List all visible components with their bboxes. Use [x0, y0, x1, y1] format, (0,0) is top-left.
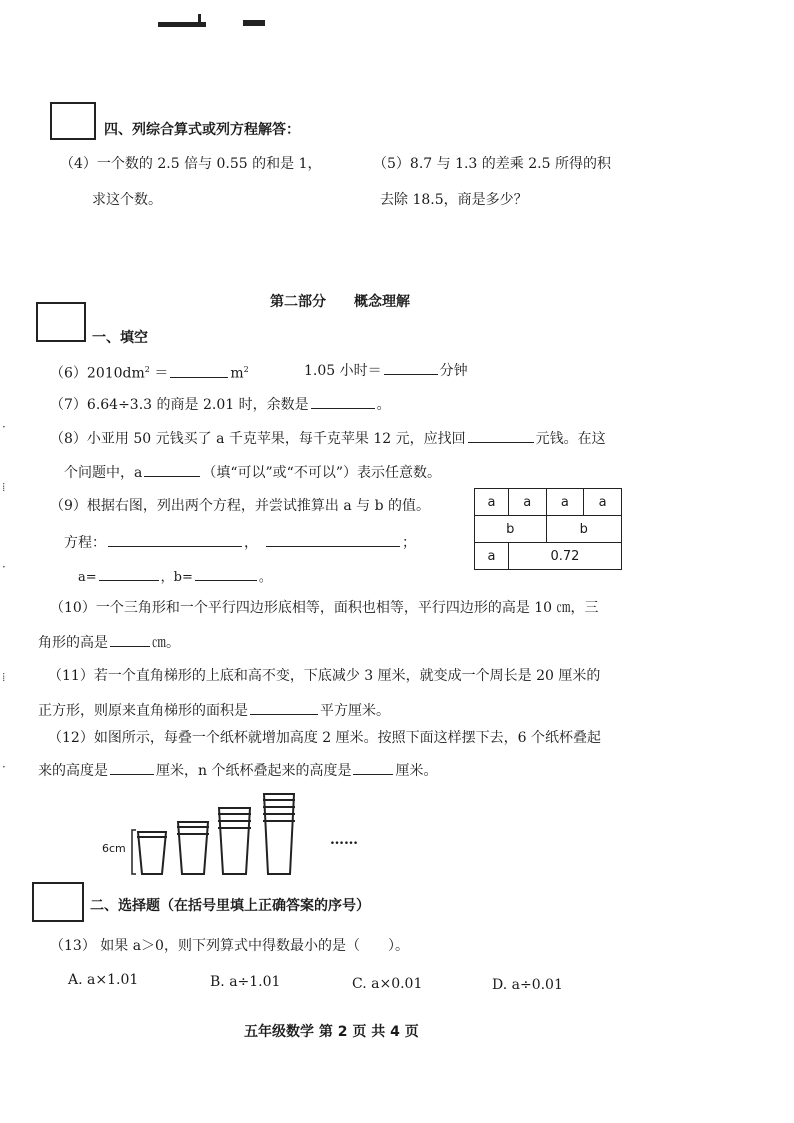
- part2-title: 第二部分 概念理解: [270, 294, 410, 310]
- q9-line1: （9）根据右图，列出两个方程，并尝试推算出 a 与 b 的值。: [50, 498, 431, 514]
- fill-heading: 一、填空: [92, 330, 148, 346]
- q10-line1: （10）一个三角形和一个平行四边形底相等，面积也相等，平行四边形的高是 10 ㎝，三: [50, 600, 599, 616]
- q6-unit-sup: 2: [243, 365, 249, 374]
- q10-line2: [38, 632, 180, 653]
- scan-mark-right: [243, 20, 265, 26]
- cups-ellipsis: ……: [330, 832, 358, 848]
- margin-artifact: ·: [2, 760, 6, 774]
- q12-line2: [38, 760, 437, 781]
- q5-line1: （5）8.7 与 1.3 的差乘 2.5 所得的积: [373, 156, 611, 172]
- cup-stack-1: [137, 832, 167, 874]
- q8-line2-suffix: （填“可以”或“不可以”）表示任意数。: [202, 465, 441, 481]
- q12-text-a: 来的高度是: [38, 763, 108, 779]
- q6-eq: ＝: [149, 365, 169, 382]
- margin-artifact: ⁞: [2, 480, 6, 494]
- diagram-cell-a: a: [475, 489, 509, 516]
- q12-six-cups-blank[interactable]: [110, 760, 154, 775]
- q9-a-blank[interactable]: [99, 566, 159, 581]
- q6-unit: m: [230, 365, 244, 382]
- q4-line1: （4）一个数的 2.5 倍与 0.55 的和是 1，: [60, 156, 322, 172]
- q11-line2: [38, 700, 390, 721]
- q4-line2: 求这个数。: [92, 192, 162, 208]
- q7-suffix: 。: [376, 397, 391, 413]
- cup-stack-4: [263, 794, 295, 874]
- margin-artifact: ·: [2, 560, 6, 574]
- q9-equation2-blank[interactable]: [266, 532, 400, 547]
- q9-end: 。: [258, 570, 272, 585]
- q13-stem: （13） 如果 a＞0，则下列算式中得数最小的是（ ）。: [50, 938, 409, 954]
- q11-answer-blank[interactable]: [250, 700, 318, 715]
- diagram-row-b: [475, 516, 622, 543]
- diagram-cell-a: a: [508, 489, 546, 516]
- margin-artifact: ·: [2, 420, 6, 434]
- q6-part-a: [50, 360, 249, 384]
- q10-answer-blank[interactable]: [110, 632, 150, 647]
- score-box[interactable]: [50, 102, 96, 140]
- diagram-row-a: [475, 489, 622, 516]
- q12-n-cups-blank[interactable]: [353, 760, 393, 775]
- q11-line2-suffix: 平方厘米。: [320, 703, 390, 719]
- paper-cups-figure: [120, 790, 310, 880]
- q9-a-label: a=: [78, 570, 97, 585]
- q7-answer-blank[interactable]: [311, 394, 375, 409]
- section4-heading: 四、列综合算式或列方程解答：: [104, 122, 300, 138]
- q8-a-blank[interactable]: [144, 462, 200, 477]
- score-box[interactable]: [36, 302, 86, 342]
- margin-artifact: ⁞: [2, 670, 6, 684]
- diagram-cell-a: a: [475, 543, 509, 570]
- q9-b-label: ，b=: [160, 570, 193, 585]
- q12-line1: （12）如图所示，每叠一个纸杯就增加高度 2 厘米。按照下面这样摆下去，6 个纸杯叠起: [48, 730, 601, 746]
- q9-sep1: ，: [244, 535, 258, 551]
- choice-heading: 二、选择题（在括号里填上正确答案的序号）: [90, 898, 370, 914]
- q6-sup: 2: [144, 365, 150, 374]
- q12-text-c: 厘米。: [395, 763, 438, 779]
- q6b-unit: 分钟: [439, 363, 468, 379]
- diagram-row-c: [475, 543, 622, 570]
- cup-stack-2: [177, 822, 209, 874]
- diagram-cell-b: b: [475, 516, 547, 543]
- cup: [178, 822, 208, 874]
- q13-option-c[interactable]: C. a×0.01: [352, 976, 423, 992]
- q8-line1: [50, 428, 606, 449]
- q6b-answer-blank[interactable]: [384, 360, 438, 375]
- q8-change-blank[interactable]: [468, 428, 534, 443]
- q13-option-b[interactable]: B. a÷1.01: [210, 974, 281, 990]
- q6b-prefix: 1.05 小时＝: [304, 363, 382, 379]
- q6-answer-blank[interactable]: [170, 363, 228, 378]
- cup-stack-3: [218, 808, 251, 874]
- q8-text: （8）小亚用 50 元钱买了 a 千克苹果，每千克苹果 12 元，应找回: [50, 431, 466, 447]
- q9-equations: [64, 532, 416, 553]
- q8-suffix: 元钱。在这: [535, 431, 606, 447]
- q6-part-b: [304, 360, 468, 381]
- q13-option-d[interactable]: D. a÷0.01: [492, 977, 563, 993]
- q6-prefix: （6）2010dm: [50, 365, 145, 382]
- cup-height-label: 6cm: [102, 842, 126, 855]
- q8-line2: [64, 462, 441, 483]
- q12-text-b: 厘米，n 个纸杯叠起来的高度是: [156, 763, 352, 779]
- diagram-cell-a: a: [584, 489, 622, 516]
- q11-line2-text: 正方形，则原来直角梯形的面积是: [38, 703, 248, 719]
- q9-values: [78, 566, 272, 588]
- q13-option-a[interactable]: A. a×1.01: [68, 972, 139, 988]
- q9-b-blank[interactable]: [195, 566, 257, 581]
- diagram-cell-a: a: [546, 489, 584, 516]
- q9-eq-label: 方程：: [64, 535, 106, 551]
- q11-line1: （11）若一个直角梯形的上底和高不变，下底减少 3 厘米，就变成一个周长是 20 厘米的: [48, 668, 601, 684]
- cup: [219, 808, 250, 874]
- diagram-cell-value: 0.72: [508, 543, 621, 570]
- score-box[interactable]: [32, 882, 84, 922]
- q8-line2-text: 个问题中，a: [64, 465, 143, 481]
- q7-text: （7）6.64÷3.3 的商是 2.01 时，余数是: [50, 397, 309, 413]
- q7: [50, 394, 391, 415]
- q5-line2: 去除 18.5，商是多少？: [380, 192, 528, 208]
- cup: [138, 832, 166, 874]
- scan-mark-left-tick: [198, 14, 201, 27]
- q9-equation1-blank[interactable]: [108, 532, 242, 547]
- q9-sep2: ；: [402, 535, 416, 551]
- diagram-cell-b: b: [546, 516, 621, 543]
- q10-line2-text: 角形的高是: [38, 635, 108, 651]
- q9-diagram: [474, 488, 622, 570]
- q10-line2-suffix: ㎝。: [152, 635, 180, 651]
- height-bracket: [132, 830, 136, 874]
- page-footer: 五年级数学 第 2 页 共 4 页: [244, 1024, 419, 1040]
